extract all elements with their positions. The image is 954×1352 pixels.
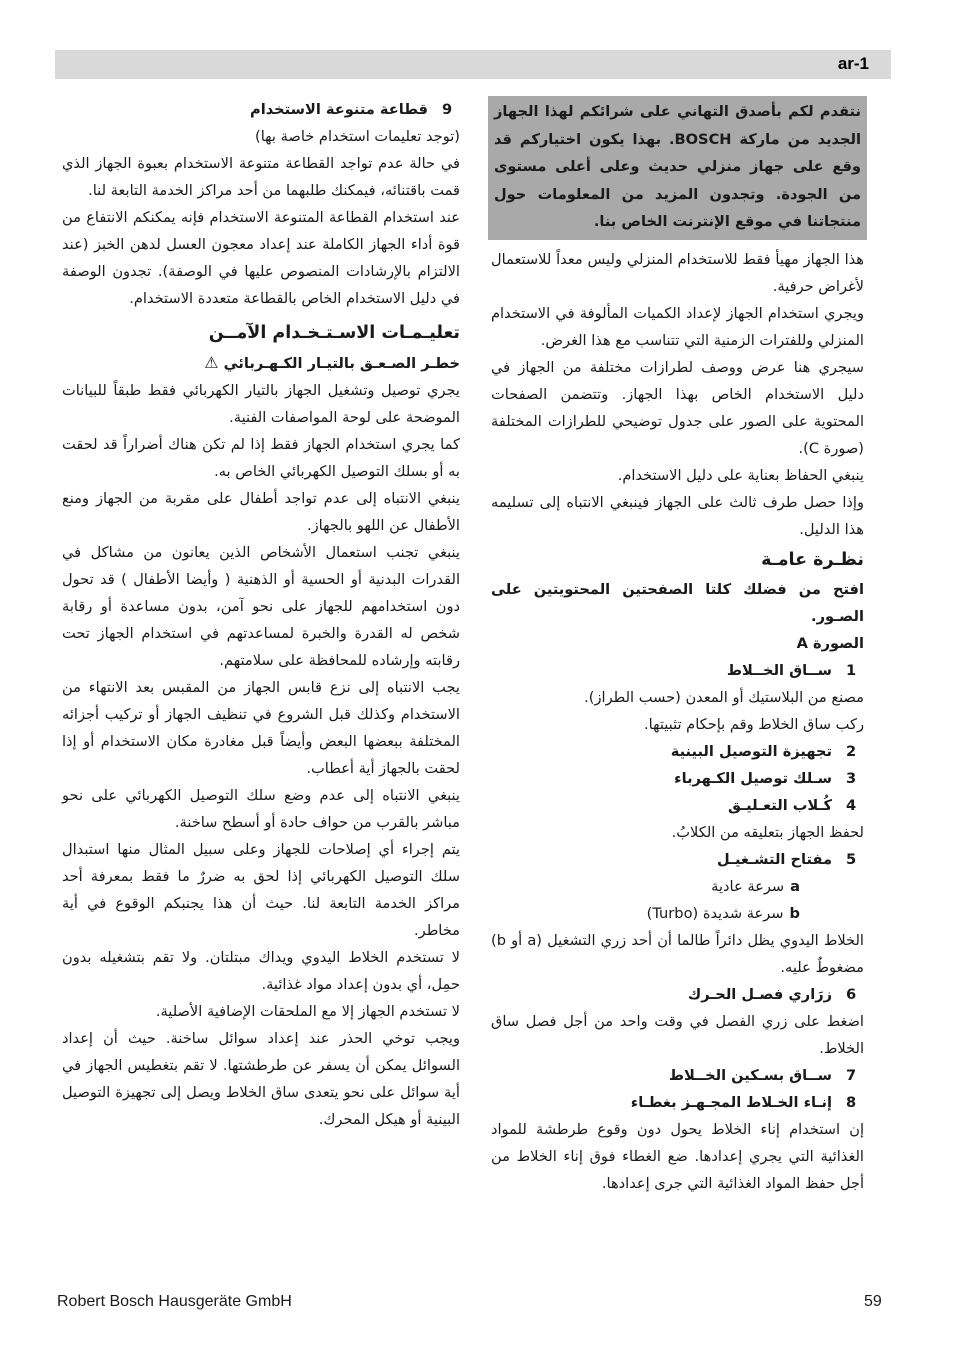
page-number: 59 [864,1293,882,1310]
list-item [491,738,864,765]
item-title: زرَاري فصـل الحـرك [687,985,832,1003]
option-text: سرعة عادية [711,877,785,895]
paragraph: هذا الجهاز مهيأ فقط للاستخدام المنزلي وليس معداً للاستعمال لأغراض حرفية. [491,250,864,295]
item-number: 5 [846,850,857,868]
item-text: إن استخدام إناء الخلاط يحول دون وقوع طرطشة للمواد الغذائية التي يجري إعدادها. ضع الغطاء فوق إناء الخلاط من أجل حفظ المواد الغذائية التي جرى إعدادها. [491,1120,864,1192]
option-text: سرعة شديدة (Turbo) [646,904,784,922]
paragraph: سيجري هنا عرض ووصف لطرازات مختلفة من الجهاز في دليل الاستخدام الخاص بهذا الجهاز. وتتضمن الصفحات المحتوية على الصور على جدول توضيحي للطرازات المختلفة (صورة C). [491,358,864,457]
paragraph: ينبغي الانتباه إلى عدم وضع سلك التوصيل الكهربائي على نحو مباشر بالقرب من حواف حادة أو أسطح ساخنة. [62,787,460,831]
item-number: 1 [846,661,857,679]
item-text: مصنع من البلاستيك أو المعدن (حسب الطراز). [584,688,864,706]
item-number: 4 [846,796,857,814]
item-title: كُـلاب التعـليـق [727,796,832,814]
item-number: 8 [846,1093,857,1111]
list-item [491,981,864,1008]
left-column [62,96,460,1133]
item-number: 9 [442,101,453,118]
right-column [491,96,864,1197]
option-letter: a [790,877,800,895]
item-title: سـلك توصيل الكـهرباء [674,769,832,787]
list-item [491,846,864,873]
paragraph: يتم إجراء أي إصلاحات للجهاز وعلى سبيل المثال منها استبدال سلك التوصيل الكهربائي إذا لحق به ضررٌ ما فقط بمعرفة أحد مراكز الخدمة التابعة لنا. حيث أن هذا يجنبكم الوقوع في أية مخاطر. [62,841,460,939]
paragraph: عند استخدام القطاعة المتنوعة الاستخدام فإنه يمكنكم الانتفاع من قوة أداء الجهاز الكاملة عند إعداد معجون العسل لدهن الخبز (عند الالتزام بالإرشادات المنصوص عليها في الوصفة). تجدون الوصفة في دليل الاستخدام الخاص بالقطاعة متعددة الاستخدام. [62,209,460,307]
shock-heading: خطـر الصـعـق بالتيـار الكـهـربائي [223,355,460,372]
item-title: إنـاء الخـلاط المجـهـز بغطـاء [630,1093,832,1111]
item-number: 6 [846,985,857,1003]
switch-note: الخلاط اليدوي يظل دائراً طالما أن أحد زري التشغيل (a أو b) مضغوطٌ عليه. [491,931,864,976]
paragraph: في حالة عدم تواجد القطاعة متنوعة الاستخدام بعبوة الجهاز الذي قمت باقتنائه، فيمكنك طلبهما من أحد مراكز الخدمة التابعة لنا. [62,155,460,199]
item-title: مفتاح التشـغيـل [716,850,832,868]
safety-heading: تعليـمـات الاسـتـخـدام الآمــن [208,323,460,343]
paragraph: لا تستخدم الجهاز إلا مع الملحقات الإضافية الأصلية. [155,1003,460,1020]
paragraph: كما يجري استخدام الجهاز فقط إذا لم تكن هناك أضراراً قد لحقت به أو بسلك التوصيل الكهربائي الخاص به. [62,436,460,480]
item-number: 7 [846,1066,857,1084]
footer-company: Robert Bosch Hausgeräte GmbH [57,1293,292,1310]
paragraph: يجري توصيل وتشغيل الجهاز بالتيار الكهربائي فقط طبقاً للبيانات الموضحة على لوحة المواصفات الفنية. [62,382,460,426]
paragraph: ويجري استخدام الجهاز لإعداد الكميات المألوفة في الاستخدام المنزلي وللفترات الزمنية التي تتناسب مع هذا الغرض. [491,304,864,349]
switch-option [491,900,864,927]
overview-subheading: افتح من فضلك كلتا الصفحتين المحتويتين على الصـور. [491,580,864,625]
warning-icon: ⚠ [204,353,219,372]
list-item [491,792,864,819]
item-text: اضغط على زري الفصل في وقت واحد من أجل فصل ساق الخلاط. [491,1012,864,1057]
item-text: لحفظ الجهاز بتعليقه من الكلابُ. [671,823,864,841]
paragraph: يجب الانتباه إلى نزع قابس الجهاز من المقبس بعد الانتهاء من الاستخدام وكذلك قبل الشروع في تنظيف الجهاز أو تركيب أجزائه المختلفة ببعضها البعض وأيضاً قبل مغادرة مكان الاستخدام أو إذا لحقت بالجهاز أية أعطاب. [62,679,460,777]
figure-label: الصورة A [796,634,864,652]
item-number: 3 [846,769,857,787]
paragraph: ويجب توخي الحذر عند إعداد سوائل ساخنة. حيث أن إعداد السوائل يمكن أن يسفر عن طرطشتها. لا تقم بتغطيس الجهاز في أية سوائل على نحو يتعدى ساق الخلاط ويصل إلى تجهيزة التوصيل البينية أو هيكل المحرك. [62,1030,460,1128]
option-letter: b [789,904,800,922]
item-title: تجهيزة التوصيل البينية [670,742,832,760]
list-item [491,765,864,792]
item-title: قطاعة متنوعة الاستخدام [250,101,428,118]
item-subtitle: (توجد تعليمات استخدام خاصة بها) [255,128,460,145]
section-label: ar-1 [837,54,869,73]
list-item [62,96,460,123]
paragraph: لا تستخدم الخلاط اليدوي ويداك مبتلتان. ولا تقم بتشغيله بدون حمِل، أي بدون إعداد مواد غذائية. [62,949,460,993]
list-item [491,1089,864,1116]
overview-heading: نظـرة عامـة [761,549,864,570]
paragraph: ينبغي تجنب استعمال الأشخاص الذين يعانون من مشاكل في القدرات البدنية أو الحسية أو الذهنية ( وأيضا الأطفال ) قد تحول دون استخدامهم للجهاز على نحو آمن، بدون مساعدة أو رقابة شخص له القدرة والخبرة لمساعدتهم في استخدام الجهاز تحت رقابته وإرشاده للمحافظة على سلامتهم. [62,544,460,669]
item-title: ســاق الخــلاط [726,661,832,679]
item-number: 2 [846,742,857,760]
switch-option [491,873,864,900]
item-title: ســاق بسـكين الخــلاط [668,1066,832,1084]
paragraph: ينبغي الحفاظ بعناية على دليل الاستخدام. [617,466,864,484]
list-item [491,1062,864,1089]
list-item [491,657,864,684]
shock-heading-row [62,349,460,377]
header-bar [55,50,891,79]
paragraph: وإذا حصل طرف ثالث على الجهاز فينبغي الانتباه إلى تسليمه هذا الدليل. [491,493,864,538]
paragraph: ينبغي الانتباه إلى عدم تواجد أطفال على مقربة من الجهاز ومنع الأطفال عن اللهو بالجهاز. [62,490,460,534]
item-text: ركب ساق الخلاط وقم بإحكام تثبيتها. [644,715,864,733]
intro-box: نتقدم لكم بأصدق التهاني على شرائكم لهذا الجهاز الجديد من ماركة BOSCH. بهذا يكون اختياركم قد وقع على جهاز منزلي حديث وعلى أعلى مستوى من الجودة. وتجدون المزيد من المعلومات حول منتجاتنا في موقع الإنترنت الخاص بنا. [488,96,867,240]
